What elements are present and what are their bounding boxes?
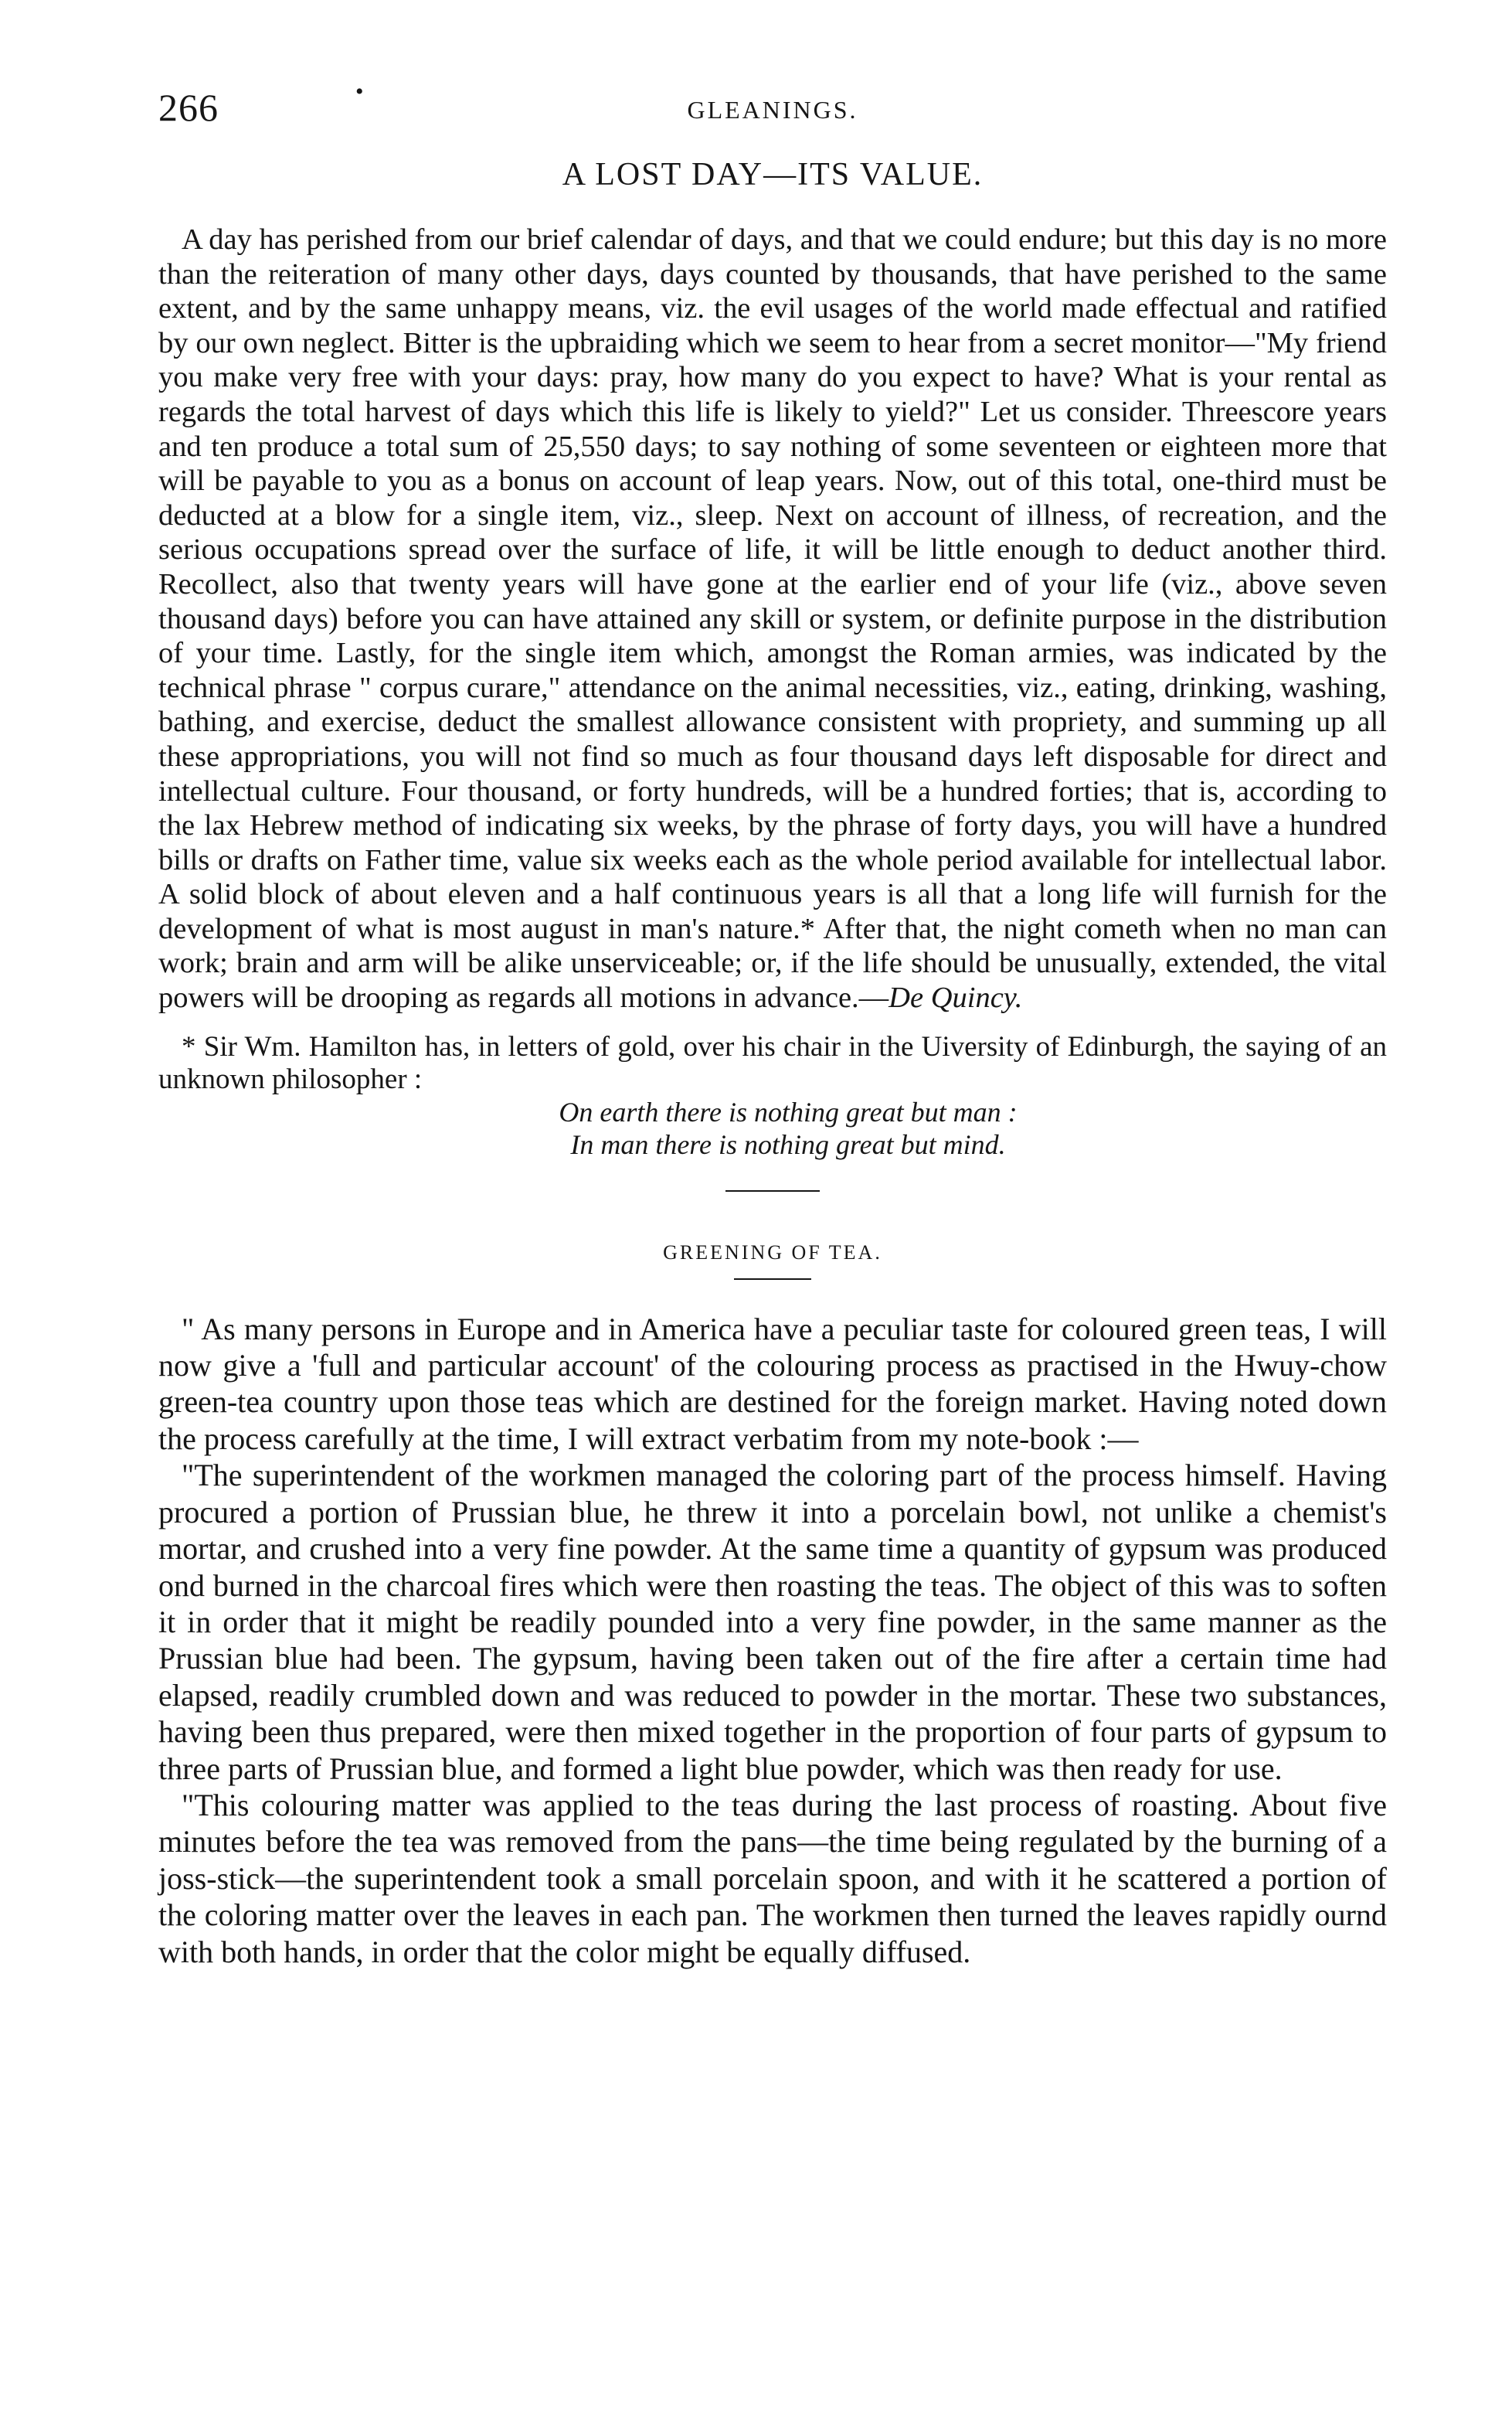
section-body	[158, 1311, 1387, 1970]
running-title: GLEANINGS.	[687, 96, 858, 124]
section-divider	[725, 1190, 820, 1192]
title-underline	[734, 1278, 811, 1280]
book-page	[158, 79, 1387, 1970]
verse-line-1: On earth there is nothing great but man :	[559, 1096, 1018, 1128]
verse-line-2: In man there is nothing great but mind.	[570, 1128, 1006, 1160]
article-body	[158, 223, 1387, 1016]
running-head	[158, 79, 1387, 139]
page-number: 266	[158, 86, 219, 129]
article-title: A LOST DAY—ITS VALUE.	[562, 157, 984, 192]
article-paragraph	[158, 223, 1387, 1016]
article-signature: De Quincy.	[889, 982, 1023, 1015]
article-text: A day has perished from our brief calendar of days, and that we could endure; but this day is no more than the reiteration of many other days, days counted by thousands, that have perished to the same extent, and by the same unhappy means, viz. the evil usages of the world made effectual and ratified by our own neglect. Bitter is the upbraiding which we seem to hear from a secret monitor—"My friend you make very free with your days: pray, how many do you expect to have? What is your rental as regards the total harvest of days which this life is likely to yield?" Let us consider. Threescore years and ten produce a total sum of 25,550 days; to say nothing of some seventeen or eighteen more that will be payable to you as a bonus on account of leap years. Now, out of this total, one-third must be deducted at a blow for a single item, viz., sleep. Next on account of illness, of recreation, and the serious occupations spread over the surface of life, it will be little enough to deduct another third. Recollect, also that twenty years will have gone at the earlier end of your life (viz., above seven thousand days) before you can have attained any skill or system, or definite purpose in the distribution of your time. Lastly, for the single item which, amongst the Roman armies, was indicated by the technical phrase " corpus curare," attendance on the animal necessities, viz., eating, drinking, washing, bathing, and exercise, deduct the smallest allowance consistent with propriety, and summing up all these appropriations, you will not find so much as four thousand days left disposable for direct and intellectual culture. Four thousand, or forty hundreds, will be a hundred forties; that is, according to the lax Hebrew method of indicating six weeks, by the phrase of forty days, you will have a hundred bills or drafts on Father time, value six weeks each as the whole period available for intellectual labor. A solid block of about eleven and a half continuous years is all that a long life will furnish for the development of what is most august in man's nature.* After that, the night cometh when no man can work; brain and arm will be alike unserviceable; or, if the life should be unusually, extended, the vital powers will be drooping as regards all motions in advance.—	[158, 223, 1387, 1015]
section-paragraph-1: " As many persons in Europe and in America have a peculiar taste for coloured green teas, I will now give a 'full and particular account' of the colouring process as practised in the Hwuy-chow green-tea country upon those teas which are destined for the foreign market. Having noted down the process carefully at the time, I will extract verbatim from my note-book :—	[158, 1311, 1387, 1456]
footnote: * Sir Wm. Hamilton has, in letters of gold, over his chair in the Uiversity of Edinburgh, the saying of an unknown philosopher :	[158, 1030, 1387, 1095]
section-paragraph-3: "This colouring matter was applied to the teas during the last process of roasting. About five minutes before the tea was removed from the pans—the time being regulated by the burning of a joss-stick—the superintendent took a small porcelain spoon, and with it he scattered a portion of the coloring matter over the leaves in each pan. The workmen then turned the leaves rapidly ournd with both hands, in order that the color might be equally diffused.	[158, 1787, 1387, 1969]
section-paragraph-2: "The superintendent of the workmen managed the coloring part of the process himself. Having procured a portion of Prussian blue, he threw it into a porcelain bowl, not unlike a chemist's mortar, and crushed into a very fine powder. At the same time a quantity of gypsum was produced ond burned in the charcoal fires which were then roasting the teas. The object of this was to soften it in order that it might be readily pounded into a very fine powder, in the same manner as the Prussian blue had been. The gypsum, having been taken out of the fire after a certain time had elapsed, readily crumbled down and was reduced to powder in the mortar. These two substances, having been thus prepared, were then mixed together in the proportion of four parts of gypsum to three parts of Prussian blue, and formed a light blue powder, which was then ready for use.	[158, 1458, 1387, 1786]
print-speck: •	[355, 79, 364, 104]
section-title: GREENING OF TEA.	[663, 1240, 882, 1264]
